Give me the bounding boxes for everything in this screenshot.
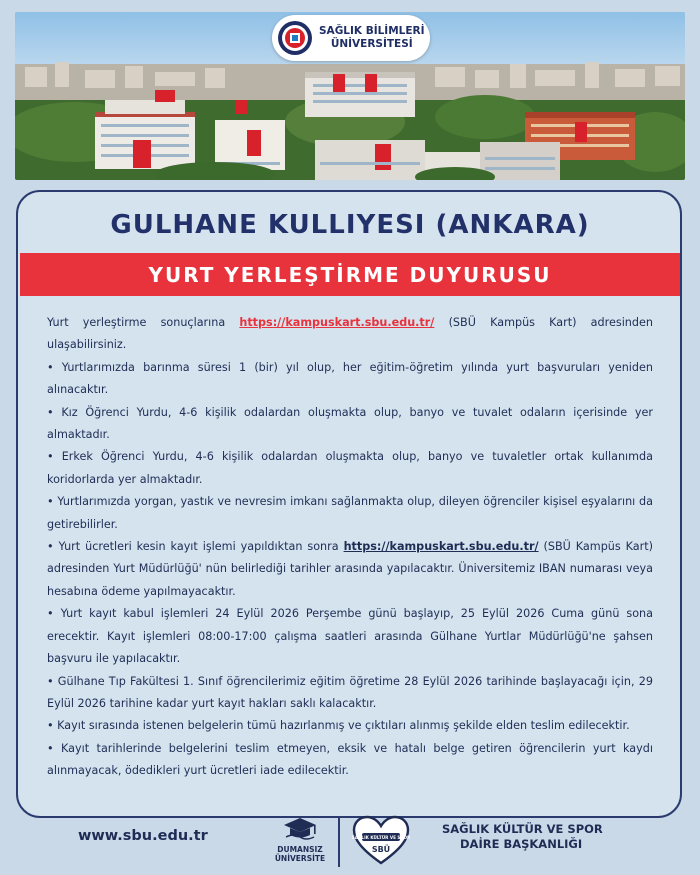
- department-name: [442, 822, 622, 852]
- dumansiz-line-1: DUMANSIZ: [277, 845, 323, 854]
- university-logo: [272, 15, 430, 61]
- dumansiz-universite-logo: [272, 815, 328, 863]
- website-link[interactable]: www.sbu.edu.tr: [78, 828, 208, 844]
- department-line-1: SAĞLIK KÜLTÜR VE SPOR: [442, 822, 603, 836]
- paragraph-duration: • Yurtlarımızda barınma süresi 1 (bir) yıl olup, her eğitim-öğretim yılında yurt başvuruları yeniden alınacaktır.: [47, 360, 653, 397]
- university-seal-icon: [277, 20, 313, 56]
- paragraph-bedding: • Yurtlarımızda yorgan, yastık ve nevresim imkanı sağlanmakta olup, dileyen öğrenciler kişisel eşyalarını da getirebilirler.: [47, 495, 653, 531]
- paragraph-girls-dorm: • Kız Öğrenci Yurdu, 4-6 kişilik odalardan oluşmakta olup, banyo ve tuvalet odaların içerisinde yer almaktadır.: [47, 405, 653, 442]
- kampuskart-link[interactable]: https://kampuskart.sbu.edu.tr/: [239, 316, 435, 329]
- paragraph-medical-students: • Gülhane Tıp Fakültesi 1. Sınıf öğrencilerimiz eğitim öğretime 28 Eylül 2026 tarihinde başlayacağı için, 29 Eylül 2026 tarihine kadar yurt kayıt hakları saklı kalacaktır.: [47, 674, 653, 710]
- logo-line-1: SAĞLIK BİLİMLERİ: [319, 25, 425, 37]
- paragraph-refund: • Kayıt tarihlerinde belgelerini teslim etmeyen, eksik ve hatalı belge getiren öğrencilerin yurt kaydı alınmayacak, ödedikleri yurt ücretleri iade edilecektir.: [47, 741, 653, 778]
- dumansiz-line-2: ÜNİVERSİTE: [274, 854, 326, 863]
- kampuskart-link-2[interactable]: https://kampuskart.sbu.edu.tr/: [343, 540, 539, 554]
- paragraph-registration-dates: • Yurt kayıt kabul işlemleri 24 Eylül 2026 Perşembe günü başlayıp, 25 Eylül 2026 Cuma günü sona erecektir. Kayıt işlemleri 08:00-17:00 çalışma saatleri arasında Gülhane Yurtlar Müdürlüğü'ne şahsen başvuru ile yapılacaktır.: [47, 607, 653, 666]
- paragraph-fees: • Yurt ücretleri kesin kayıt işlemi yapıldıktan sonra https://kampuskart.sbu.edu.tr/ (SBÜ Kampüs Kart) adresinden Yurt Müdürlüğü' nün belirlediği tarihler arasında yapılacaktır. Üniversitemiz IBAN numarası veya hesabına ödeme yapılmayacaktır.: [47, 540, 653, 598]
- heart-logo-icon: [351, 815, 411, 867]
- footer: [0, 815, 700, 875]
- announcement-banner: YURT YERLEŞTİRME DUYURUSU: [20, 253, 680, 296]
- graduation-cap-smoke-icon: [280, 815, 320, 841]
- page-title: GULHANE KULLIYESI (ANKARA): [110, 210, 590, 240]
- announcement-body: [47, 312, 653, 783]
- heart-line-1: SAĞLIK KÜLTÜR VE SPOR: [351, 835, 411, 840]
- paragraph-boys-dorm: • Erkek Öğrenci Yurdu, 4-6 kişilik odalardan oluşmakta olup, banyo ve tuvaletler ortak kullanımda koridorlarda yer almaktadır.: [47, 450, 653, 486]
- paragraph-documents: • Kayıt sırasında istenen belgelerin tümü hazırlanmış ve çıktıları alınmış şekilde elden teslim edilecektir.: [47, 719, 630, 733]
- footer-divider: [338, 817, 340, 867]
- logo-line-2: ÜNİVERSİTESİ: [330, 38, 413, 50]
- paragraph-results: Yurt yerleştirme sonuçlarına https://kampuskart.sbu.edu.tr/ (SBÜ Kampüs Kart) adresinden ulaşabilirsiniz.: [47, 316, 653, 352]
- heart-line-2: SBÜ: [371, 845, 391, 854]
- department-line-2: DAİRE BAŞKANLIĞI: [460, 837, 583, 851]
